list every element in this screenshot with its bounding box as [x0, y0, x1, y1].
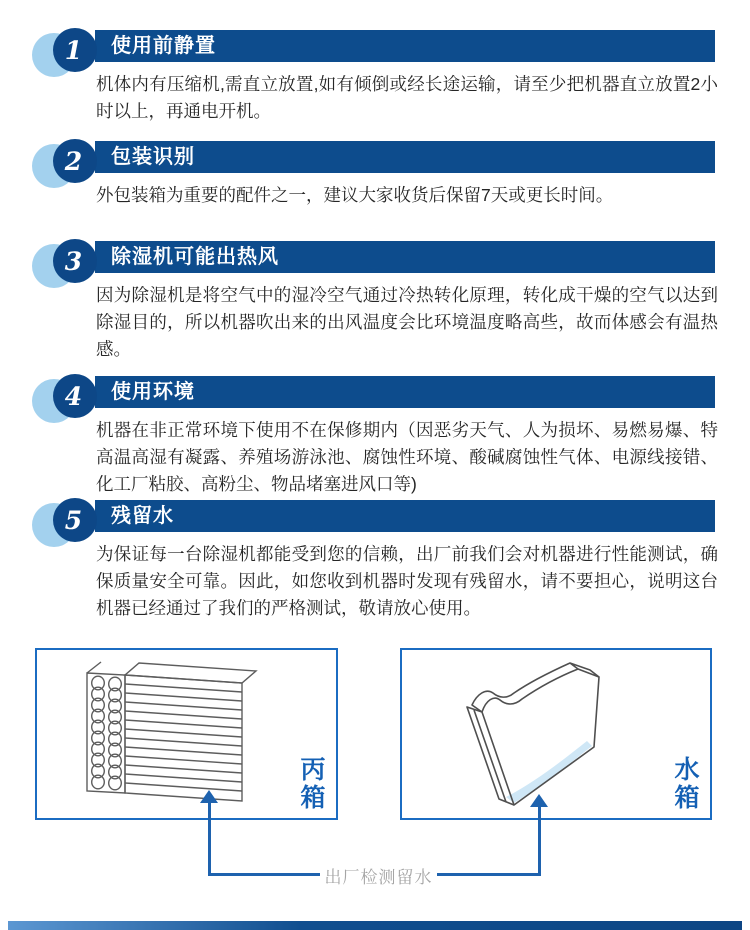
- diagram-area: [0, 648, 750, 906]
- water-tank-box: [400, 648, 712, 820]
- evaporator-box: [35, 648, 338, 820]
- step-number-3: 3: [53, 239, 97, 283]
- section-warm-air: [0, 241, 750, 363]
- section-title-bar: [95, 376, 715, 408]
- section-title: 使用前静置: [111, 35, 216, 57]
- footer-accent-bar: [8, 921, 742, 930]
- connector-line: [437, 873, 541, 876]
- section-body: 外包装箱为重要的配件之一，建议大家收货后保留7天或更长时间。: [96, 185, 614, 205]
- section-title: 残留水: [111, 505, 174, 527]
- section-rest-before-use: [0, 30, 750, 125]
- section-title: 包装识别: [111, 146, 195, 168]
- section-title-bar: [95, 241, 715, 273]
- section-body: 机器在非正常环境下使用不在保修期内（因恶劣天气、人为损坏、易燃易爆、特高温高湿有凝露、养殖场游泳池、腐蚀性环境、酸碱腐蚀性气体、电源线接错、化工厂粘胶、高粉尘、物品堵塞进风口等): [96, 420, 718, 494]
- step-badge-2: [32, 139, 98, 191]
- step-number-5: 5: [53, 498, 97, 542]
- evaporator-box-label: 丙箱: [297, 756, 325, 812]
- connector-line: [538, 805, 541, 876]
- section-title-bar: [95, 141, 715, 173]
- connector-line: [208, 873, 320, 876]
- section-environment: [0, 376, 750, 498]
- step-badge-1: [32, 28, 98, 80]
- section-title: 使用环境: [111, 381, 195, 403]
- section-packaging: [0, 141, 750, 209]
- instruction-page: [0, 30, 750, 930]
- section-body: 因为除湿机是将空气中的湿冷空气通过冷热转化原理，转化成干燥的空气以达到除湿目的，所以机器吹出来的出风温度会比环境温度略高些，故而体感会有温热感。: [96, 285, 718, 359]
- step-badge-4: [32, 374, 98, 426]
- evaporator-coil-illustration: [37, 650, 336, 818]
- section-body: 为保证每一台除湿机都能受到您的信赖，出厂前我们会对机器进行性能测试，确保质量安全可靠。因此，如您收到机器时发现有残留水，请不要担心，说明这台机器已经通过了我们的严格测试，敬请放心使用。: [96, 544, 718, 618]
- step-number-1: 1: [53, 28, 97, 72]
- step-number-4: 4: [53, 374, 97, 418]
- water-tank-box-label: 水箱: [671, 756, 699, 812]
- water-tank-illustration: [402, 650, 710, 818]
- section-title-bar: [95, 30, 715, 62]
- section-title-bar: [95, 500, 715, 532]
- connector-line: [208, 800, 211, 876]
- step-number-2: 2: [53, 139, 97, 183]
- connector-caption: 出厂检测留水: [324, 868, 433, 887]
- section-residual-water: [0, 500, 750, 622]
- section-body: 机体内有压缩机,需直立放置,如有倾倒或经长途运输，请至少把机器直立放置2小时以上，再通电开机。: [96, 74, 718, 121]
- step-badge-3: [32, 239, 98, 291]
- section-title: 除湿机可能出热风: [111, 246, 279, 268]
- step-badge-5: [32, 498, 98, 550]
